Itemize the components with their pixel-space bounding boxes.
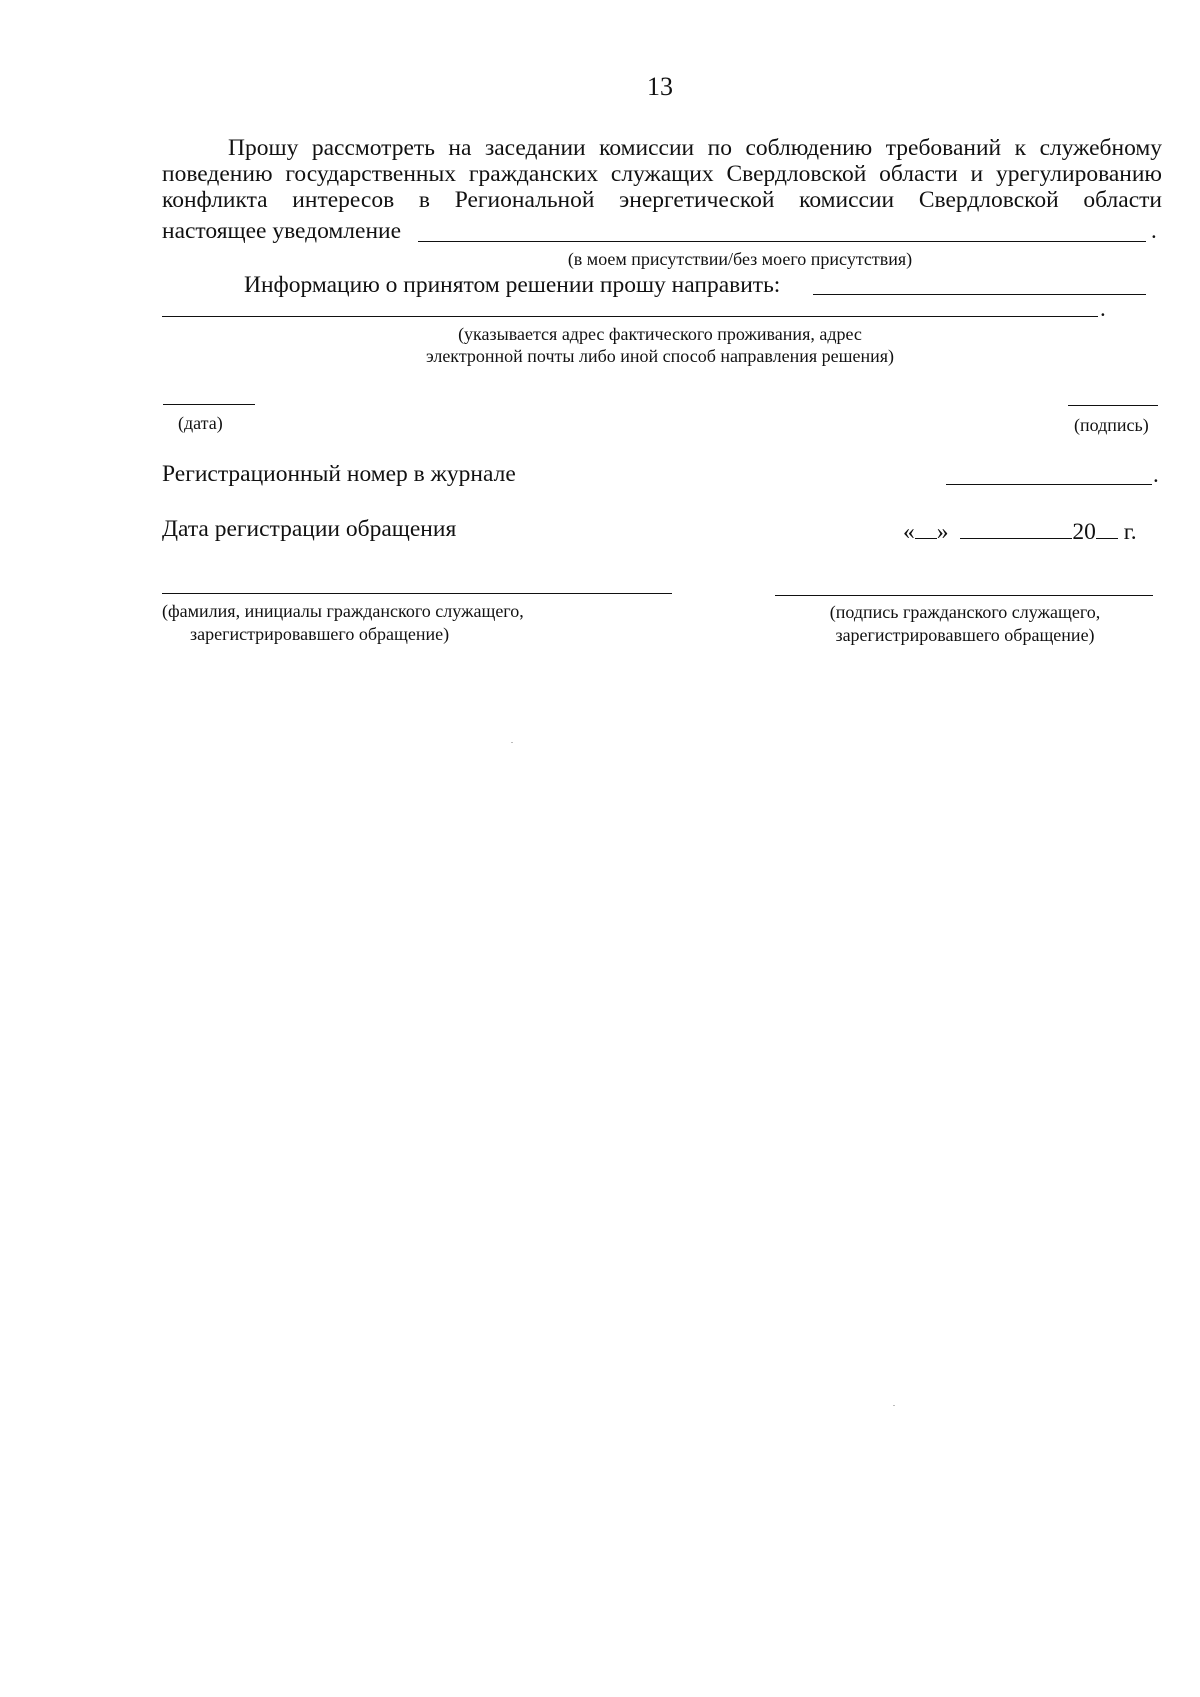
year-prefix: 20 [1072, 519, 1096, 545]
scan-speck [511, 742, 513, 743]
journal-number-label: Регистрационный номер в журнале [162, 461, 516, 487]
date-blank-line[interactable] [163, 404, 255, 405]
notice-label: настоящее уведомление [162, 218, 402, 244]
decision-info-hint-line1: (указывается адрес фактического проживания, адрес [458, 324, 862, 344]
registrar-signature-caption-line1: (подпись гражданского служащего, [829, 602, 1101, 622]
decision-info-blank-line[interactable] [813, 294, 1146, 295]
registrar-name-caption [162, 600, 524, 646]
journal-number-period: . [1153, 462, 1159, 487]
presence-blank-line[interactable] [418, 241, 1146, 242]
scan-speck [893, 1405, 895, 1406]
journal-number-blank-line[interactable] [946, 484, 1152, 485]
registration-date-label: Дата регистрации обращения [162, 516, 457, 542]
request-paragraph: Прошу рассмотреть на заседании комиссии по соблюдению требований к служебному поведению государственных гражданских служащих Свердловской области и урегулированию конфликта интересов в Региональной энергетической комиссии Свердловской области [162, 135, 1162, 213]
day-blank[interactable] [915, 538, 937, 539]
date-open-quote: « [903, 519, 915, 545]
registrar-signature-caption-line2: зарегистрировавшего обращение) [835, 625, 1095, 645]
date-close-quote: » [936, 519, 949, 545]
decision-info-hint [360, 323, 960, 367]
year-blank[interactable] [1096, 538, 1118, 539]
notice-period: . [1151, 218, 1157, 243]
registration-date-field [903, 519, 1137, 546]
decision-info-label: Информацию о принятом решении прошу направить: [244, 272, 781, 298]
presence-hint: (в моем присутствии/без моего присутствия) [567, 249, 913, 269]
registrar-name-line[interactable] [162, 593, 672, 594]
month-blank[interactable] [960, 538, 1072, 539]
registrar-signature-caption [795, 601, 1135, 647]
decision-info-period: . [1100, 296, 1106, 321]
signature-blank-line[interactable] [1068, 405, 1158, 406]
date-caption: (дата) [178, 413, 223, 433]
decision-info-second-line[interactable] [162, 316, 1098, 317]
registrar-name-caption-line1: (фамилия, инициалы гражданского служащего, [162, 601, 524, 621]
registrar-signature-line[interactable] [775, 595, 1153, 596]
year-suffix: г. [1123, 519, 1137, 545]
signature-caption: (подпись) [1074, 415, 1149, 435]
registrar-name-caption-line2: зарегистрировавшего обращение) [190, 624, 450, 644]
decision-info-hint-line2: электронной почты либо иной способ направления решения) [425, 346, 895, 366]
page-number: 13 [647, 72, 673, 101]
